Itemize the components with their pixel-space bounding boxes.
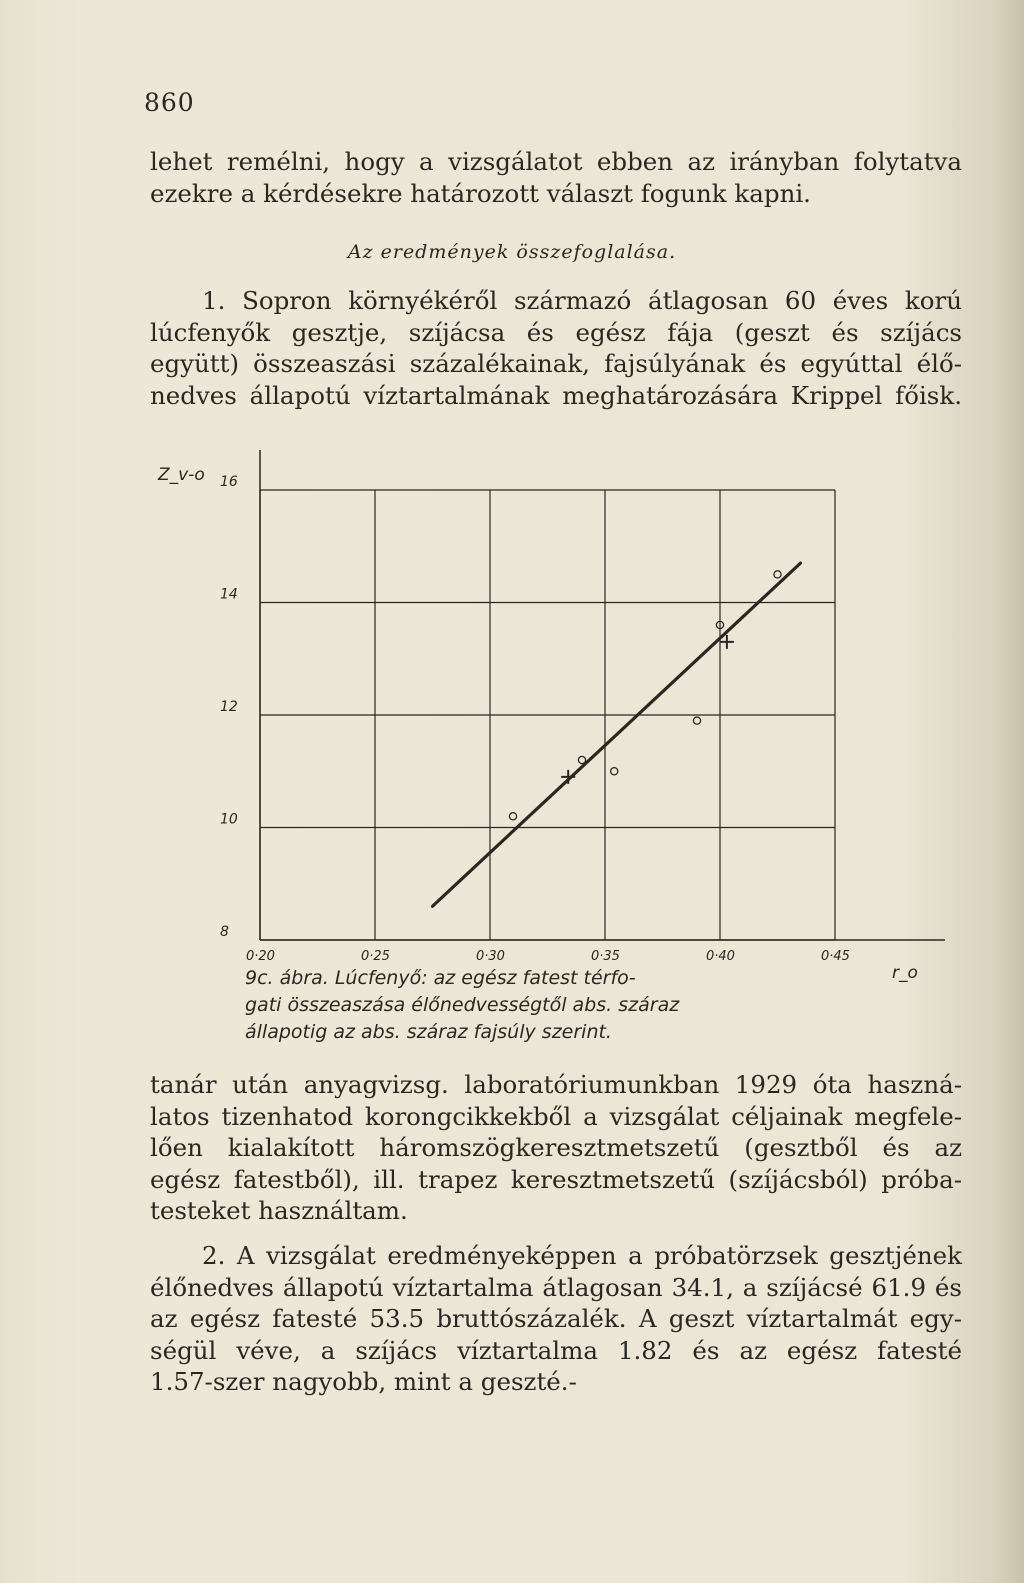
x-tick-label: 0·35 bbox=[591, 949, 620, 964]
y-tick-label: 16 bbox=[220, 474, 238, 490]
y-tick-label: 12 bbox=[220, 699, 238, 715]
data-point bbox=[509, 813, 516, 820]
text-line: testeket használtam. bbox=[150, 1196, 408, 1225]
intro-paragraph bbox=[150, 146, 962, 209]
data-point bbox=[578, 756, 585, 763]
text-line: tanár után anyagvizsg. laboratóriumunkban 1929 óta haszná- bbox=[150, 1070, 962, 1099]
y-tick-label: 8 bbox=[220, 924, 229, 940]
caption-line: állapotig az abs. száraz fajsúly szerint. bbox=[245, 1021, 612, 1043]
regression-line bbox=[433, 563, 801, 906]
paragraph-2 bbox=[150, 1069, 962, 1227]
x-tick-label: 0·30 bbox=[476, 949, 505, 964]
x-tick-label: 0·40 bbox=[706, 949, 735, 964]
x-axis-label: r_o bbox=[892, 963, 918, 983]
x-tick-label: 0·25 bbox=[361, 949, 390, 964]
y-tick-label: 10 bbox=[220, 811, 238, 828]
paragraph-1 bbox=[150, 285, 962, 411]
data-point bbox=[693, 717, 700, 724]
text-line: ségül véve, a szíjács víztartalma 1.82 és az egész fatesté bbox=[150, 1335, 962, 1365]
text-line: lúcfenyők gesztje, szíjácsa és egész fája (geszt és szíjács bbox=[150, 317, 962, 347]
figure-caption bbox=[245, 965, 885, 1046]
text-line: az egész fatesté 53.5 bruttószázalék. A geszt víztartalmát egy- bbox=[150, 1304, 962, 1333]
chart-axes bbox=[260, 450, 945, 940]
text-line: ezekre a kérdésekre határozott választ fogunk kapni. bbox=[150, 178, 811, 208]
text-line: 1. Sopron környékéről származó átlagosan 60 éves korú bbox=[202, 286, 962, 315]
text-line: együtt) összeaszási százalékainak, fajsúlyának és egyúttal élő- bbox=[150, 349, 962, 378]
data-point bbox=[774, 571, 781, 578]
x-tick-label: 0·20 bbox=[246, 949, 275, 964]
chart-grid bbox=[260, 490, 835, 940]
text-line: 2. A vizsgálat eredményeképpen a próbatörzsek gesztjének bbox=[202, 1241, 962, 1270]
chart-ticks bbox=[220, 474, 850, 964]
text-line: latos tizenhatod korongcikkekből a vizsgálat céljainak megfele- bbox=[150, 1101, 962, 1131]
section-heading: Az eredmények összefoglalása. bbox=[347, 241, 677, 263]
text-line: 1.57-szer nagyobb, mint a geszté.- bbox=[150, 1367, 577, 1396]
y-tick-label: 14 bbox=[220, 586, 238, 603]
text-line: lően kialakított háromszögkeresztmetszetű (gesztből és az bbox=[150, 1133, 962, 1162]
text-line: nedves állapotú víztartalmának meghatározására Krippel főisk. bbox=[150, 380, 962, 410]
y-axis-label: Z_v-o bbox=[158, 465, 205, 485]
text-line: egész fatestből), ill. trapez keresztmetszetű (szíjácsból) próba- bbox=[150, 1164, 962, 1194]
text-line: lehet remélni, hogy a vizsgálatot ebben az irányban folytatva bbox=[150, 147, 962, 176]
caption-line: gati összeaszása élőnedvességtől abs. száraz bbox=[245, 994, 680, 1016]
chart-points bbox=[509, 571, 781, 820]
caption-line: 9c. ábra. Lúcfenyő: az egész fatest térfo- bbox=[245, 967, 636, 989]
paragraph-3 bbox=[150, 1240, 962, 1398]
text-line: élőnedves állapotú víztartalma átlagosan 34.1, a szíjácsé 61.9 és bbox=[150, 1272, 962, 1302]
page-number: 860 bbox=[144, 88, 195, 117]
x-tick-label: 0·45 bbox=[821, 949, 850, 964]
data-point bbox=[611, 768, 618, 775]
chart-fit-line bbox=[433, 563, 801, 906]
